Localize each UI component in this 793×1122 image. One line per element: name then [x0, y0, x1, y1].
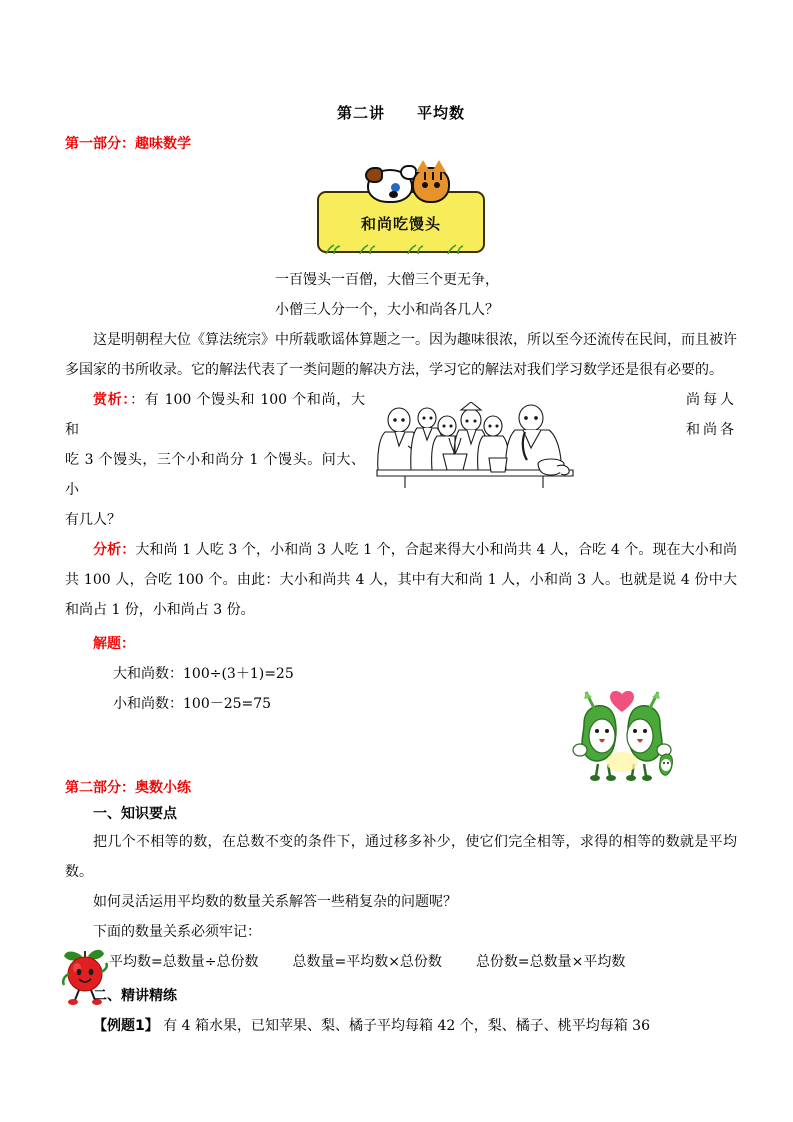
heading-part-two: 第二部分：奥数小练	[65, 780, 191, 796]
example-1-label: 【例题1】	[93, 1018, 159, 1034]
appreciation-text-3: 有几人？	[65, 512, 121, 528]
analysis-text: 大和尚 1 人吃 3 个，小和尚 3 人吃 1 个，合起来得大小和尚共 4 人，合吃 4 个。现在大小和尚共 100 人，合吃 100 个。由此：大小和尚共 4 人，其中有大和尚 1 人，小和尚 3 人。也就是说 4 份中大和尚占 1 份，小和尚占 3 份。	[65, 542, 738, 618]
monk-bun-sign-illustration	[312, 161, 490, 257]
verse-line-2: 小僧三人分一个，大小和尚各几人？	[275, 302, 499, 318]
formula-1: 平均数=总数量÷总份数	[109, 954, 259, 970]
example-1-text: 有 4 箱水果，已知苹果、梨、橘子平均每箱 42 个，梨、橘子、桃平均每箱 36	[163, 1018, 650, 1034]
knowledge-paragraph-1: 把几个不相等的数，在总数不变的条件下，通过移多补少，使它们完全相等，求得的相等的数就是平均数。	[65, 834, 737, 880]
heading-knowledge-points: 一、知识要点	[93, 806, 177, 822]
appreciation-text-2: 吃 3 个馒头，三个小和尚分 1 个馒头。问大、小	[65, 452, 365, 498]
appreciation-text-1: ：有 100 个馒头和 100 个和尚，大和	[65, 392, 365, 438]
analysis-label: 分析：	[93, 542, 136, 558]
formula-3: 总份数=总数量×平均数	[475, 954, 626, 970]
appreciation-left-column	[65, 385, 365, 535]
heading-intensive-practice: 二、精讲精练	[93, 988, 177, 1004]
verse-line-1: 一百馒头一百僧，大僧三个更无争，	[275, 272, 499, 288]
document-content	[65, 0, 737, 1041]
formula-2: 总数量=平均数×总份数	[292, 954, 442, 970]
solution-line-2: 小和尚数：100－25=75	[113, 696, 272, 712]
appreciation-right-column	[645, 385, 737, 445]
grass-icon	[320, 244, 482, 254]
knowledge-paragraph-3: 下面的数量关系必须牢记：	[93, 924, 261, 940]
formula-row	[65, 947, 737, 977]
intro-paragraph: 这是明朝程大位《算法统宗》中所载歌谣体算题之一。因为趣味很浓，所以至今还流传在民间，而且被许多国家的书所收录。它的解法代表了一类问题的解决方法，学习它的解法对我们学习数学还是很有必要的。	[65, 332, 737, 378]
appreciation-label: 赏析：	[93, 392, 131, 408]
appreciation-wrap-text-2: 和尚各	[686, 422, 737, 438]
dog-icon	[367, 169, 413, 203]
analysis-paragraph	[65, 535, 737, 625]
solution-heading: 解题：	[93, 636, 135, 652]
cat-icon	[412, 167, 450, 203]
solution-line-1: 大和尚数：100÷(3＋1)=25	[113, 666, 294, 682]
appreciation-wrap-text-1: 尚每人	[686, 392, 737, 408]
sign-text: 和尚吃馒头	[360, 215, 441, 233]
knowledge-paragraph-2: 如何灵活运用平均数的数量关系解答一些稍复杂的问题呢？	[93, 894, 457, 910]
appreciation-block	[65, 385, 737, 535]
heading-part-one: 第一部分：趣味数学	[65, 136, 191, 152]
example-1-paragraph	[65, 1011, 737, 1041]
page-title: 第二讲 平均数	[336, 104, 465, 122]
